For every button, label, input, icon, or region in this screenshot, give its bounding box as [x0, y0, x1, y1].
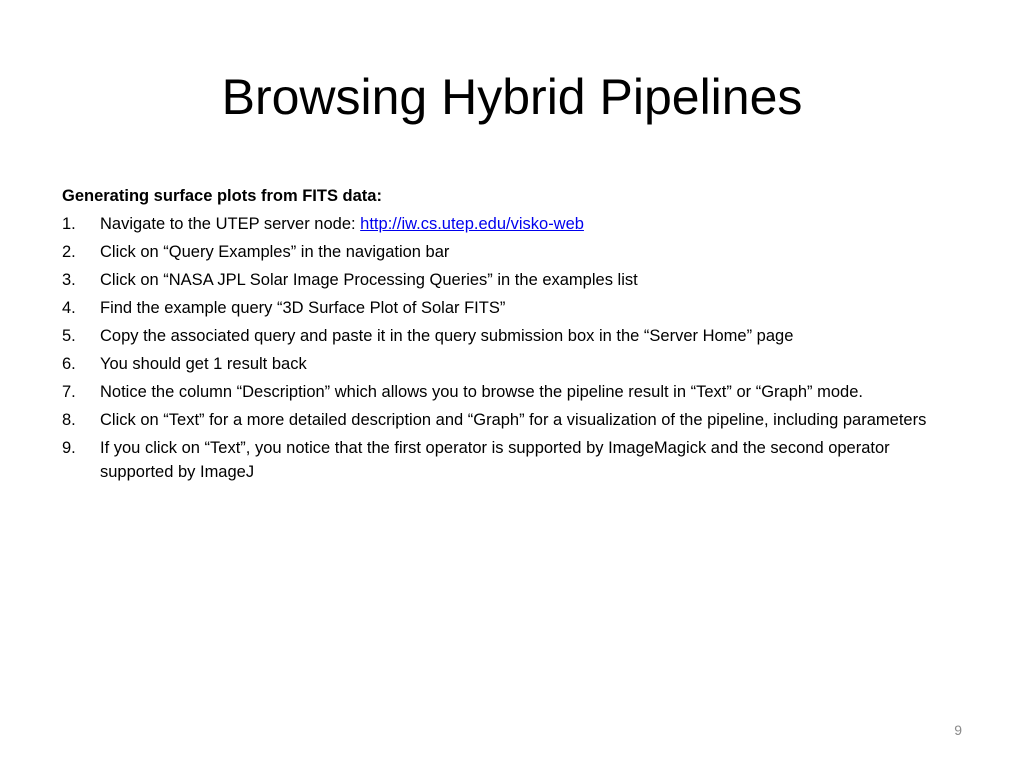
- list-item: [62, 240, 942, 264]
- step-text: You should get 1 result back: [100, 355, 307, 373]
- list-item: [62, 380, 942, 404]
- step-text: If you click on “Text”, you notice that the first operator is supported by ImageMagick and the second operator supported by ImageJ: [100, 439, 890, 481]
- slide-title: Browsing Hybrid Pipelines: [221, 69, 803, 125]
- step-number: 5.: [62, 327, 76, 345]
- list-item: [62, 268, 942, 292]
- list-item: [62, 352, 942, 376]
- list-item: [62, 296, 942, 320]
- step-text: Find the example query “3D Surface Plot of Solar FITS”: [100, 299, 506, 317]
- list-item: [62, 212, 942, 236]
- step-label: Navigate to the UTEP server node:: [100, 215, 361, 233]
- step-number: 8.: [62, 411, 76, 429]
- step-text: Copy the associated query and paste it in the query submission box in the “Server Home” page: [100, 327, 794, 345]
- step-number: 7.: [62, 383, 76, 401]
- step-text: [100, 212, 942, 236]
- step-number: 6.: [62, 355, 76, 373]
- step-text: Click on “NASA JPL Solar Image Processing Queries” in the examples list: [100, 271, 638, 289]
- step-text: Click on “Text” for a more detailed description and “Graph” for a visualization of the pipeline, including parameters: [100, 411, 927, 429]
- list-item: [62, 408, 942, 432]
- step-number: 3.: [62, 271, 76, 289]
- list-item: [62, 436, 942, 484]
- subheading: Generating surface plots from FITS data:: [62, 187, 382, 205]
- steps-list: [62, 212, 942, 484]
- page-number: 9: [954, 722, 962, 738]
- slide-body: [62, 184, 942, 488]
- server-node-link[interactable]: http://iw.cs.utep.edu/visko-web: [360, 215, 584, 233]
- step-number: 4.: [62, 299, 76, 317]
- list-item: [62, 324, 942, 348]
- step-number: 9.: [62, 439, 76, 457]
- step-text: Notice the column “Description” which allows you to browse the pipeline result in “Text” or “Graph” mode.: [100, 383, 863, 401]
- step-number: 1.: [62, 215, 76, 233]
- step-text: Click on “Query Examples” in the navigation bar: [100, 243, 450, 261]
- step-number: 2.: [62, 243, 76, 261]
